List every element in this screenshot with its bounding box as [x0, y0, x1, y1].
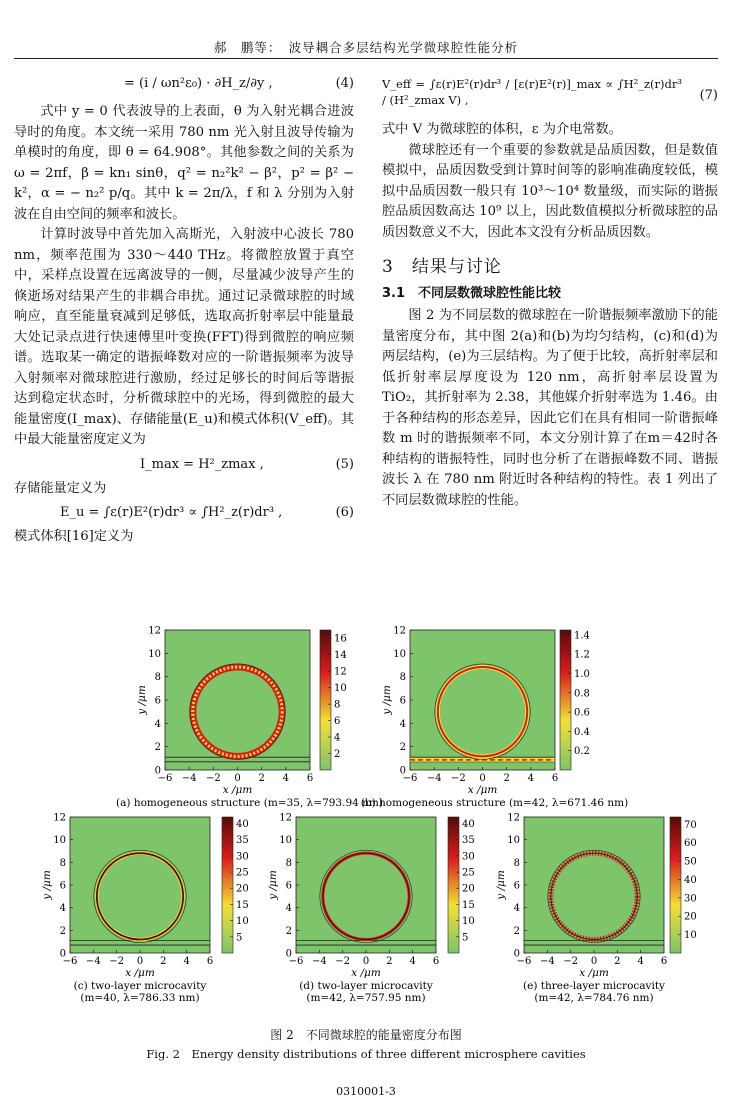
colorbar-tick-label: 0.8	[574, 688, 590, 700]
colorbar	[222, 817, 233, 953]
y-tick-label: 4	[59, 903, 66, 915]
x-tick-label: 0	[136, 956, 144, 967]
y-tick-label: 12	[507, 812, 520, 824]
colorbar-tick-label: 30	[462, 851, 475, 863]
equation-7	[382, 70, 718, 120]
colorbar-tick-label: 60	[684, 838, 697, 850]
x-tick-label: −4	[426, 773, 442, 784]
colorbar-tick-label: 20	[462, 883, 475, 895]
panel-caption: (m=42, λ=784.76 nm)	[534, 992, 654, 1004]
x-tick-label: −4	[85, 956, 101, 967]
y-tick-label: 8	[59, 857, 66, 869]
y-tick-label: 8	[513, 857, 520, 869]
x-tick-label: −6	[62, 956, 78, 967]
x-tick-label: −2	[205, 773, 221, 784]
x-tick-label: −4	[181, 773, 197, 784]
y-tick-label: 6	[154, 695, 161, 707]
colorbar-tick-label: 5	[236, 932, 243, 944]
colorbar-tick-label: 14	[334, 650, 347, 662]
colorbar-tick-label: 1.4	[574, 630, 590, 642]
paragraph: 图 2 为不同层数的微球腔在一阶谐振频率激励下的能量密度分布，其中图 2(a)和(b)为均匀结构，(c)和(d)为两层结构，(e)为三层结构。为了便于比较，高折射率层和低折射率层厚度设为 120 nm，高折射率层设置为 TiO₂，其折射率为 2.38，其他媒介折射率选为 1.46。由于各种结构的形态差异，因此它们在具有相同一阶谐振峰数 m 时的谐振频率不同，本文分别计算了在m＝42时各种结构的谐振特性，同时也分析了在谐振峰数不同、谐振波长 λ 在 780 nm 附近时各种结构的特性。表 1 列出了不同层数微球腔的性能。	[382, 308, 718, 508]
x-axis-label: x /μm	[351, 967, 381, 979]
panel-caption: (a) homogeneous structure (m=35, λ=793.94 nm)	[116, 797, 383, 809]
y-tick-label: 12	[393, 625, 406, 637]
colorbar	[560, 630, 571, 770]
subsection-heading: 3.1 不同层数微球腔性能比较	[382, 285, 562, 301]
colorbar-tick-label: 10	[684, 930, 697, 942]
x-axis-label: x /μm	[579, 967, 609, 979]
running-header: 郝 鹏等： 波导耦合多层结构光学微球腔性能分析	[213, 40, 519, 55]
x-tick-label: 2	[614, 956, 621, 967]
x-tick-label: −6	[402, 773, 418, 784]
colorbar-tick-label: 50	[684, 856, 697, 868]
x-tick-label: 6	[432, 956, 440, 967]
panel-caption: (m=42, λ=757.95 nm)	[306, 992, 426, 1004]
y-tick-label: 6	[59, 880, 66, 892]
y-tick-label: 0	[59, 948, 66, 960]
x-tick-label: 0	[362, 956, 370, 967]
y-tick-label: 2	[154, 742, 161, 754]
panel-b	[361, 626, 628, 810]
y-tick-label: 4	[285, 903, 292, 915]
y-tick-label: 4	[154, 718, 161, 730]
plot-area	[410, 630, 555, 770]
x-tick-label: 6	[206, 956, 214, 967]
colorbar-tick-label: 40	[462, 818, 475, 830]
y-tick-label: 2	[285, 925, 292, 937]
colorbar-tick-label: 35	[236, 835, 249, 847]
equation-5	[14, 451, 354, 479]
y-tick-label: 6	[399, 695, 406, 707]
x-tick-label: −2	[450, 773, 466, 784]
figure-caption-en: Fig. 2 Energy density distributions of three different microsphere cavities	[146, 1047, 586, 1061]
y-tick-label: 4	[399, 718, 406, 730]
panel-caption: (e) three-layer microcavity	[523, 980, 665, 992]
colorbar-tick-label: 2	[334, 749, 341, 761]
x-tick-label: 2	[258, 773, 265, 784]
figure-2	[0, 620, 732, 1020]
colorbar-tick-label: 40	[684, 874, 697, 886]
y-tick-label: 8	[285, 857, 292, 869]
colorbar-tick-label: 70	[684, 819, 697, 831]
y-axis-label: y /μm	[267, 870, 279, 900]
y-tick-label: 10	[507, 835, 520, 847]
y-tick-label: 2	[59, 925, 66, 937]
colorbar	[448, 817, 459, 953]
x-tick-label: 4	[409, 956, 416, 967]
colorbar-tick-label: 1.0	[574, 668, 590, 680]
eq5-formula: I_max = H²_zmax ,	[140, 456, 264, 472]
colorbar-tick-label: 1.2	[574, 649, 590, 661]
right-column	[382, 70, 718, 511]
eq6-formula: E_u = ∫ε(r)E²(r)dr³ ∝ ∫H²_z(r)dr³ ,	[60, 505, 283, 520]
eq7-formula: V_eff = ∫ε(r)E²(r)dr³ / [ε(r)E²(r)]_max ∝ ∫H²_z(r)dr³ / (H²_zmax V) ,	[382, 77, 682, 107]
y-axis-label: y /μm	[41, 870, 53, 900]
eq6-number: (6)	[335, 505, 354, 520]
equation-6	[14, 499, 354, 527]
x-tick-label: 6	[660, 956, 668, 967]
colorbar-tick-label: 0.2	[574, 746, 590, 758]
panel-c	[41, 813, 249, 1005]
y-tick-label: 0	[399, 765, 406, 777]
paragraph: 计算时波导中首先加入高斯光，入射波中心波长 780 nm，频率范围为 330～440 THz。将微腔放置于真空中，采样点设置在远离波导的一侧，尽量减少波导产生的倏逝场对结果产生的非耦合串扰。通过记录微球腔的时域响应，直至能量衰减到足够低，选取高折射率层中能量最大处记录点进行快速傅里叶变换(FFT)得到微腔的响应频谱。选取某一确定的谐振峰数对应的一阶谐振频率为波导入射频率对微球腔进行激励，经过足够长的时间后等谐振达到稳定状态时，分析微球腔中的光场，得到微腔的最大能量密度(I_max)、存储能量(E_u)和模式体积(V_eff)。其中最大能量密度定义为	[14, 227, 354, 447]
y-tick-label: 6	[513, 880, 520, 892]
plot-area	[165, 630, 310, 770]
colorbar-tick-label: 15	[236, 899, 249, 911]
x-tick-label: 2	[160, 956, 167, 967]
x-tick-label: −4	[311, 956, 327, 967]
colorbar	[670, 817, 681, 953]
equation-4	[14, 70, 354, 98]
eq4-formula: = (i / ωn²ε₀) · ∂H_z/∂y ,	[124, 76, 273, 91]
y-tick-label: 10	[53, 835, 66, 847]
panel-d	[267, 813, 475, 1005]
colorbar-tick-label: 6	[334, 716, 341, 728]
plot-area	[70, 817, 210, 953]
colorbar-tick-label: 25	[236, 867, 249, 879]
panel-caption: (d) two-layer microcavity	[299, 980, 433, 992]
x-tick-label: −4	[539, 956, 555, 967]
figure-2-svg	[0, 620, 732, 1020]
colorbar-tick-label: 10	[334, 683, 347, 695]
colorbar-tick-label: 12	[334, 666, 347, 678]
x-tick-label: 6	[551, 773, 559, 784]
y-tick-label: 4	[513, 903, 520, 915]
x-tick-label: 4	[282, 773, 290, 784]
panel-caption: (b) homogeneous structure (m=42, λ=671.46 nm)	[360, 797, 629, 809]
x-tick-label: 0	[479, 773, 486, 784]
colorbar-tick-label: 15	[462, 899, 475, 911]
paragraph: 式中 y = 0 代表波导的上表面，θ 为入射光耦合进波导时的角度。本文统一采用 780 nm 光入射且波导传输为单模时的角度，即 θ = 64.908°。其他参数之间的关系为 ω = 2πf，β = kn₁ sinθ，q² = n₂²k² − β²，p² = β² − k²，α = − n₂² p/q。其中 k = 2π/λ，f 和 λ 分别为入射波在自由空间的频率和波长。	[14, 104, 354, 222]
colorbar-tick-label: 8	[334, 699, 341, 711]
panel-e	[495, 813, 697, 1005]
colorbar-tick-label: 35	[462, 835, 475, 847]
paragraph: 微球腔还有一个重要的参数就是品质因数，但是数值模拟中，品质因数受到计算时间等的影响准确度较低，模拟中品质因数一般只有 10³～10⁴ 数量级，而实际的谐振腔品质因数高达 10⁹ 以上，因此数值模拟分析微球腔的品质因数意义不大，因此本文没有分析品质因数。	[382, 142, 718, 240]
colorbar	[320, 630, 331, 770]
y-tick-label: 8	[154, 672, 161, 684]
header-rule	[14, 58, 718, 59]
paragraph: 存储能量定义为	[14, 480, 107, 496]
plot-area	[296, 817, 436, 953]
y-tick-label: 12	[279, 812, 292, 824]
colorbar-tick-label: 20	[236, 883, 249, 895]
x-tick-label: −2	[335, 956, 351, 967]
paragraph: 式中 V 为微球腔的体积，ε 为介电常数。	[382, 122, 622, 137]
x-tick-label: 2	[386, 956, 393, 967]
y-tick-label: 0	[513, 948, 520, 960]
paragraph: 模式体积[16]定义为	[14, 529, 134, 544]
colorbar-tick-label: 0.6	[574, 707, 590, 719]
colorbar-tick-label: 10	[236, 916, 249, 928]
y-axis-label: y /μm	[495, 870, 507, 900]
colorbar-tick-label: 40	[236, 818, 249, 830]
colorbar-tick-label: 25	[462, 867, 475, 879]
x-tick-label: −6	[157, 773, 173, 784]
y-tick-label: 2	[399, 742, 406, 754]
eq7-number: (7)	[699, 88, 718, 103]
y-tick-label: 12	[148, 625, 161, 637]
x-tick-label: −2	[563, 956, 579, 967]
panel-caption: (m=40, λ=786.33 nm)	[80, 992, 200, 1004]
colorbar-tick-label: 30	[684, 893, 697, 905]
eq4-number: (4)	[335, 76, 354, 91]
colorbar-tick-label: 5	[462, 932, 469, 944]
colorbar-tick-label: 20	[684, 911, 697, 923]
y-tick-label: 10	[148, 648, 161, 660]
panel-a	[116, 626, 383, 810]
colorbar-tick-label: 0.4	[574, 726, 590, 738]
colorbar-tick-label: 16	[334, 633, 347, 645]
y-axis-label: y /μm	[381, 685, 393, 715]
x-tick-label: 2	[503, 773, 510, 784]
colorbar-tick-label: 10	[462, 916, 475, 928]
page-number: 0310001-3	[336, 1085, 396, 1098]
x-tick-label: −2	[109, 956, 125, 967]
left-column	[14, 70, 354, 548]
colorbar-tick-label: 4	[334, 732, 341, 744]
eq5-number: (5)	[335, 456, 354, 472]
y-tick-label: 10	[393, 648, 406, 660]
panel-caption: (c) two-layer microcavity	[73, 980, 207, 992]
colorbar-tick-label: 30	[236, 851, 249, 863]
x-axis-label: x /μm	[125, 967, 155, 979]
plot-area	[524, 817, 664, 953]
section-heading: 3 结果与讨论	[382, 257, 502, 277]
figure-caption-cn: 图 2 不同微球腔的能量密度分布图	[270, 1028, 462, 1042]
y-tick-label: 2	[513, 925, 520, 937]
x-tick-label: 6	[306, 773, 314, 784]
y-tick-label: 0	[154, 765, 161, 777]
y-axis-label: y /μm	[136, 685, 148, 715]
y-tick-label: 12	[53, 812, 66, 824]
y-tick-label: 8	[399, 672, 406, 684]
x-tick-label: 0	[234, 773, 241, 784]
y-tick-label: 0	[285, 948, 292, 960]
x-tick-label: −6	[516, 956, 532, 967]
y-tick-label: 10	[279, 835, 292, 847]
x-tick-label: 4	[637, 956, 644, 967]
x-axis-label: x /μm	[467, 784, 498, 796]
y-tick-label: 6	[285, 880, 292, 892]
x-tick-label: 0	[590, 956, 598, 967]
x-tick-label: −6	[288, 956, 304, 967]
x-tick-label: 4	[527, 773, 535, 784]
x-axis-label: x /μm	[222, 784, 253, 796]
x-tick-label: 4	[183, 956, 190, 967]
